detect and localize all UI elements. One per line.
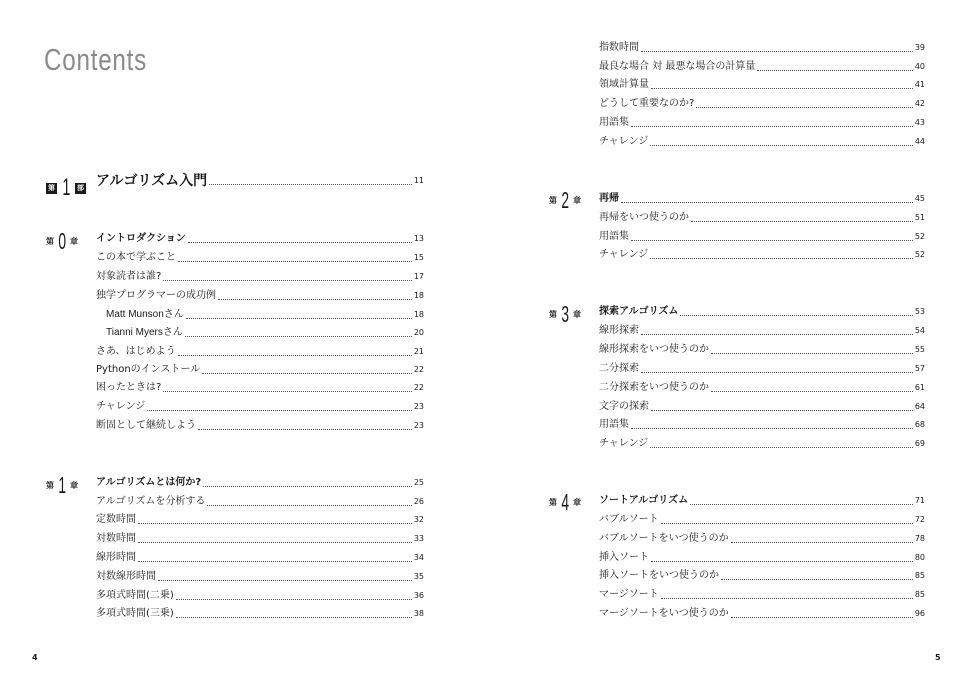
leader-dots: [661, 523, 913, 524]
toc-entry-title: Matt Munsonさん: [106, 309, 184, 320]
toc-entry[interactable]: [599, 231, 925, 243]
toc-entry-page: 51: [914, 213, 925, 222]
chapter-number: 1: [58, 472, 67, 498]
toc-entry-title: 指数時間: [599, 42, 639, 53]
toc-entry[interactable]: [96, 382, 424, 394]
toc-entry-page: 39: [914, 43, 925, 52]
toc-entry-title: 再帰をいつ使うのか: [599, 212, 689, 223]
toc-entry[interactable]: [96, 290, 424, 302]
toc-entry-title: Pythonのインストール: [96, 364, 201, 375]
toc-entry-page: 72: [914, 515, 925, 524]
leader-dots: [690, 504, 913, 505]
toc-entry[interactable]: [599, 61, 925, 73]
chapter-0-label: [46, 228, 78, 255]
toc-entry-title: Tianni Myersさん: [106, 327, 183, 338]
toc-entry-title: 二分探索: [599, 363, 639, 374]
toc-entry-page: 45: [914, 194, 925, 203]
toc-entry-page: 52: [914, 232, 925, 241]
toc-entry-title: 文字の探索: [599, 401, 649, 412]
chapter-number: 2: [561, 187, 570, 213]
toc-entry[interactable]: [106, 309, 424, 321]
toc-entry[interactable]: [599, 98, 925, 110]
toc-entry[interactable]: [599, 344, 925, 356]
toc-entry-title: 用語集: [599, 419, 629, 430]
part-box-dai: 第: [48, 184, 55, 192]
toc-entry-page: 26: [413, 497, 424, 506]
toc-entry-page: 20: [413, 328, 424, 337]
toc-entry-title: チャレンジ: [599, 438, 649, 449]
part-1-label: [46, 174, 86, 202]
toc-entry-page: 42: [914, 99, 925, 108]
chapter-prefix: 第: [46, 237, 54, 246]
toc-entry-title: アルゴリズム入門: [96, 173, 208, 189]
toc-entry[interactable]: [599, 117, 925, 129]
toc-entry-chapter-1[interactable]: [96, 477, 424, 489]
leader-dots: [661, 598, 913, 599]
toc-entry-chapter-3[interactable]: [599, 306, 925, 318]
leader-dots: [651, 561, 913, 562]
toc-entry[interactable]: [96, 346, 424, 358]
toc-entry[interactable]: [599, 212, 925, 224]
toc-entry[interactable]: [599, 325, 925, 337]
toc-entry-title: この本で学ぶこと: [96, 252, 176, 263]
toc-entry-page: 23: [413, 402, 424, 411]
toc-entry[interactable]: [96, 271, 424, 283]
toc-entry[interactable]: [599, 570, 925, 582]
part-number: 1: [62, 174, 71, 201]
leader-dots: [721, 579, 913, 580]
toc-entry-title: さあ、はじめよう: [96, 346, 176, 357]
toc-entry-title: 定数時間: [96, 514, 136, 525]
toc-entry-title: 独学プログラマーの成功例: [96, 290, 216, 301]
toc-entry-title: イントロダクション: [96, 233, 186, 244]
toc-entry-page: 55: [914, 345, 925, 354]
leader-dots: [176, 599, 412, 600]
chapter-prefix: 第: [46, 481, 54, 490]
leader-dots: [147, 410, 412, 411]
toc-entry-title: チャレンジ: [599, 249, 649, 260]
leader-dots: [641, 372, 913, 373]
toc-entry-title: マージソートをいつ使うのか: [599, 608, 729, 619]
chapter-number: 3: [561, 301, 570, 327]
toc-entry-page: 64: [914, 402, 925, 411]
toc-entry[interactable]: [96, 552, 424, 564]
leader-dots: [631, 240, 913, 241]
leader-dots: [185, 336, 412, 337]
toc-entry[interactable]: [106, 327, 424, 339]
toc-entry[interactable]: [96, 590, 424, 602]
toc-entry-title: バブルソート: [599, 514, 659, 525]
toc-entry-chapter-2[interactable]: [599, 193, 925, 205]
chapter-suffix: 章: [573, 498, 581, 507]
toc-entry-page: 85: [914, 571, 925, 580]
chapter-prefix: 第: [549, 196, 557, 205]
toc-entry-page: 21: [413, 347, 424, 356]
toc-entry-page: 25: [413, 478, 424, 487]
leader-dots: [641, 334, 913, 335]
leader-dots: [209, 184, 412, 185]
toc-entry[interactable]: [599, 589, 925, 601]
leader-dots: [651, 410, 913, 411]
leader-dots: [138, 561, 412, 562]
leader-dots: [711, 391, 913, 392]
toc-entry-page: 68: [914, 420, 925, 429]
leader-dots: [696, 107, 913, 108]
toc-entry-title: 線形時間: [96, 552, 136, 563]
toc-entry-title: チャレンジ: [96, 401, 146, 412]
leader-dots: [186, 318, 412, 319]
toc-entry-page: 18: [413, 310, 424, 319]
toc-entry-page: 57: [914, 364, 925, 373]
toc-entry[interactable]: [599, 438, 925, 450]
leader-dots: [650, 258, 913, 259]
chapter-2-label: [549, 187, 581, 214]
toc-entry[interactable]: [599, 136, 925, 148]
leader-dots: [731, 542, 913, 543]
toc-entry-title: 断固として継続しよう: [96, 420, 196, 431]
chapter-number: 0: [58, 228, 67, 254]
leader-dots: [163, 280, 412, 281]
page-number-right: 5: [935, 653, 941, 662]
toc-entry-title: チャレンジ: [599, 136, 649, 147]
toc-entry-page: 22: [413, 365, 424, 374]
toc-entry[interactable]: [96, 571, 424, 583]
toc-entry-title: 探索アルゴリズム: [599, 306, 679, 317]
toc-entry[interactable]: [96, 420, 424, 432]
chapter-4-label: [549, 489, 581, 516]
contents-heading: Contents: [44, 42, 148, 77]
toc-entry-page: 40: [914, 62, 925, 71]
toc-entry-page: 41: [914, 80, 925, 89]
chapter-suffix: 章: [573, 310, 581, 319]
chapter-suffix: 章: [70, 481, 78, 490]
toc-entry-title: 多項式時間(三乗): [96, 608, 174, 619]
toc-entry-title: 挿入ソート: [599, 552, 649, 563]
leader-dots: [163, 391, 412, 392]
toc-entry[interactable]: [599, 79, 925, 91]
leader-dots: [621, 202, 913, 203]
toc-entry[interactable]: [599, 382, 925, 394]
leader-dots: [650, 447, 913, 448]
toc-entry[interactable]: [96, 608, 424, 620]
leader-dots: [651, 88, 913, 89]
toc-entry-page: 17: [413, 272, 424, 281]
toc-entry[interactable]: [96, 514, 424, 526]
leader-dots: [198, 429, 412, 430]
toc-entry[interactable]: [599, 419, 925, 431]
toc-entry-title: 最良な場合 対 最悪な場合の計算量: [599, 61, 756, 72]
leader-dots: [641, 51, 913, 52]
leader-dots: [176, 617, 412, 618]
toc-entry-title: 線形探索をいつ使うのか: [599, 344, 709, 355]
toc-entry-title: 用語集: [599, 117, 629, 128]
toc-entry[interactable]: [96, 401, 424, 413]
toc-entry-title: ソートアルゴリズム: [599, 495, 689, 506]
toc-entry[interactable]: [599, 552, 925, 564]
toc-entry-title: マージソート: [599, 589, 659, 600]
toc-entry-page: 61: [914, 383, 925, 392]
toc-entry-title: 対数時間: [96, 533, 136, 544]
leader-dots: [631, 126, 913, 127]
toc-entry-title: 対象読者は誰?: [96, 271, 162, 282]
toc-entry-page: 44: [914, 137, 925, 146]
toc-entry[interactable]: [599, 533, 925, 545]
leader-dots: [731, 617, 913, 618]
toc-entry-page: 32: [413, 515, 424, 524]
toc-entry[interactable]: [599, 401, 925, 413]
toc-entry-part-1[interactable]: [96, 175, 424, 187]
toc-entry-title: 再帰: [599, 193, 619, 204]
leader-dots: [138, 542, 412, 543]
leader-dots: [202, 373, 412, 374]
leader-dots: [138, 523, 412, 524]
toc-entry-title: アルゴリズムを分析する: [96, 496, 206, 507]
toc-entry[interactable]: [96, 533, 424, 545]
toc-entry-page: 35: [413, 572, 424, 581]
toc-entry[interactable]: [599, 608, 925, 620]
toc-entry[interactable]: [599, 363, 925, 375]
leader-dots: [178, 261, 412, 262]
part-box-bu: 部: [77, 184, 84, 192]
toc-entry-page: 69: [914, 439, 925, 448]
toc-entry-page: 13: [413, 234, 424, 243]
toc-entry-page: 23: [413, 421, 424, 430]
toc-entry-page: 15: [413, 253, 424, 262]
leader-dots: [711, 353, 913, 354]
toc-entry-title: 挿入ソートをいつ使うのか: [599, 570, 719, 581]
toc-entry-page: 18: [413, 291, 424, 300]
toc-entry[interactable]: [599, 249, 925, 261]
toc-entry-title: どうして重要なのか?: [599, 98, 695, 109]
leader-dots: [207, 505, 411, 506]
leader-dots: [218, 299, 412, 300]
toc-entry-title: 用語集: [599, 231, 629, 242]
page-number-left: 4: [32, 653, 38, 662]
toc-entry-page: 53: [914, 307, 925, 316]
chapter-prefix: 第: [549, 498, 557, 507]
toc-entry-title: バブルソートをいつ使うのか: [599, 533, 729, 544]
toc-entry-page: 80: [914, 553, 925, 562]
toc-entry-title: 二分探索をいつ使うのか: [599, 382, 709, 393]
leader-dots: [680, 315, 912, 316]
toc-entry-title: 領域計算量: [599, 79, 649, 90]
toc-entry-title: 多項式時間(二乗): [96, 590, 174, 601]
toc-entry[interactable]: [599, 514, 925, 526]
toc-entry-page: 78: [914, 534, 925, 543]
toc-entry-page: 43: [914, 118, 925, 127]
leader-dots: [203, 486, 412, 487]
toc-entry[interactable]: [96, 364, 424, 376]
toc-entry-page: 52: [914, 250, 925, 259]
leader-dots: [178, 355, 412, 356]
toc-entry-page: 85: [914, 590, 925, 599]
toc-entry-page: 36: [413, 591, 424, 600]
leader-dots: [650, 145, 913, 146]
chapter-suffix: 章: [573, 196, 581, 205]
toc-entry-page: 38: [413, 609, 424, 618]
leader-dots: [158, 580, 412, 581]
leader-dots: [757, 70, 912, 71]
toc-entry-page: 54: [914, 326, 925, 335]
chapter-3-label: [549, 301, 581, 328]
chapter-1-label: [46, 472, 78, 499]
leader-dots: [188, 242, 412, 243]
toc-entry[interactable]: [96, 252, 424, 264]
toc-entry-page: 33: [413, 534, 424, 543]
leader-dots: [691, 221, 913, 222]
toc-entry-title: 線形探索: [599, 325, 639, 336]
toc-entry-page: 71: [914, 496, 925, 505]
toc-entry-chapter-4[interactable]: [599, 495, 925, 507]
toc-entry-page: 34: [413, 553, 424, 562]
toc-entry-title: 困ったときは?: [96, 382, 162, 393]
toc-entry-chapter-0[interactable]: [96, 233, 424, 245]
chapter-prefix: 第: [549, 310, 557, 319]
toc-entry[interactable]: [599, 42, 925, 54]
chapter-number: 4: [561, 489, 570, 515]
toc-entry-title: アルゴリズムとは何か?: [96, 477, 202, 488]
right-page: [485, 0, 970, 679]
chapter-suffix: 章: [70, 237, 78, 246]
toc-entry-title: 対数線形時間: [96, 571, 156, 582]
toc-entry-page: 11: [413, 176, 424, 185]
leader-dots: [631, 428, 913, 429]
toc-entry-page: 96: [914, 609, 925, 618]
toc-entry-page: 22: [413, 383, 424, 392]
toc-entry[interactable]: [96, 496, 424, 508]
